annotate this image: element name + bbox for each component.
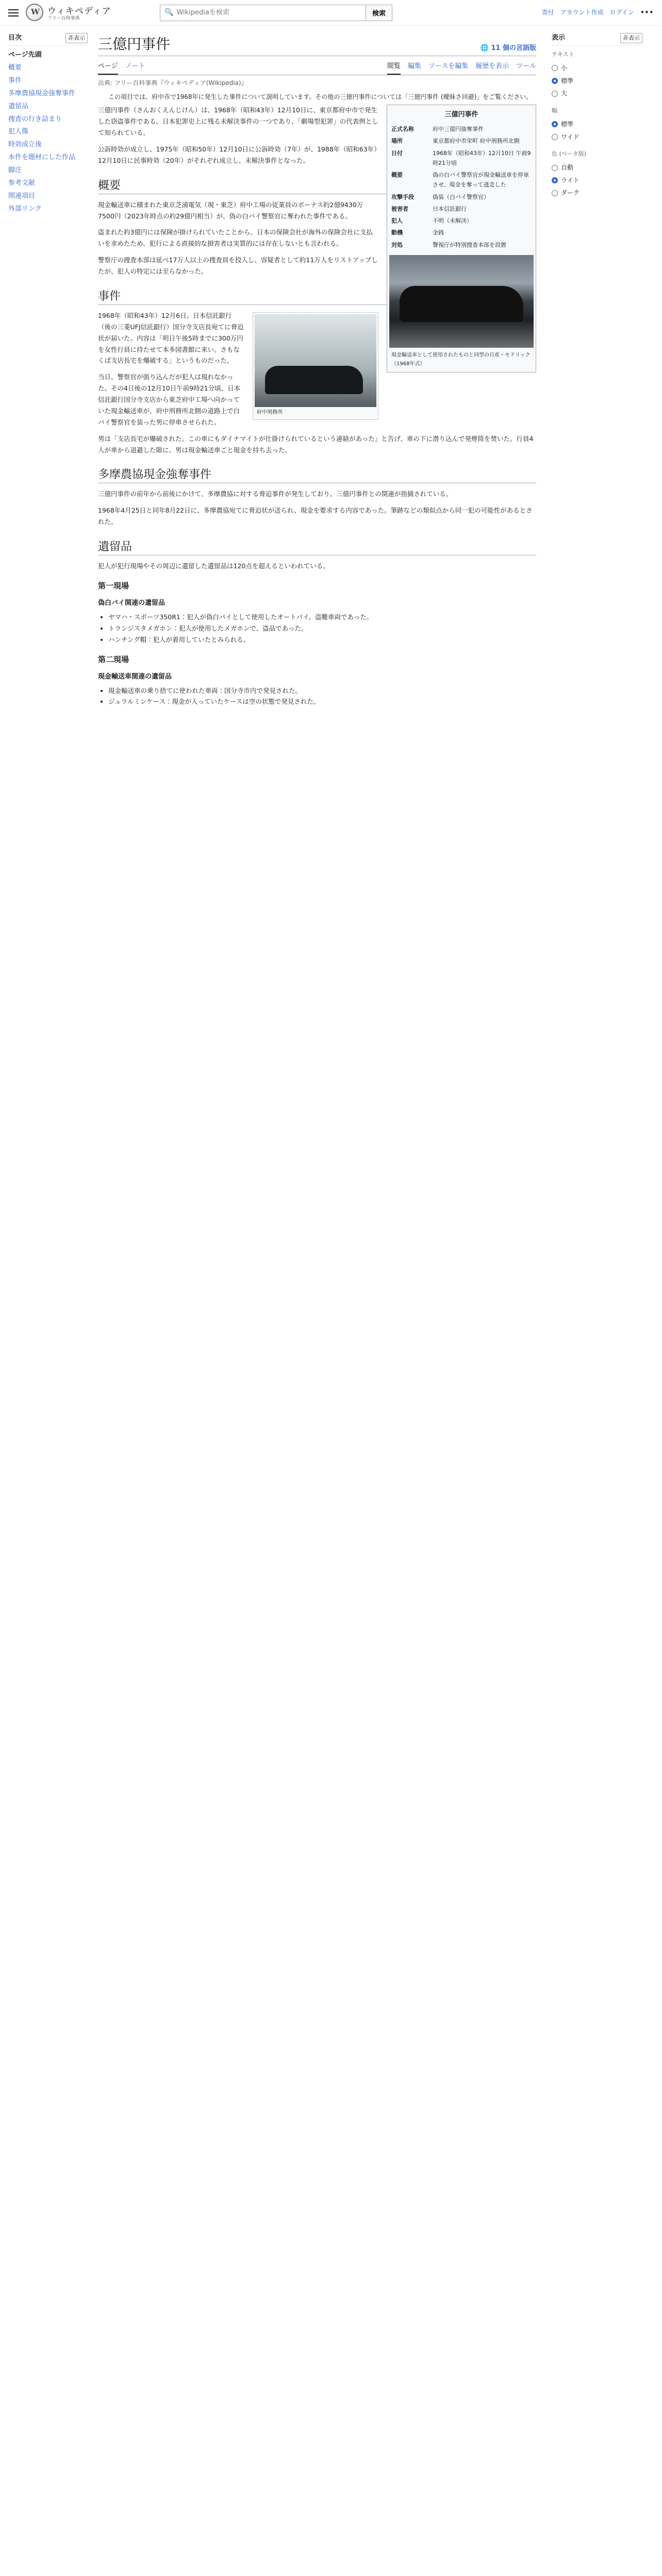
infobox-value: 偽の白バイ警察官が現金輸送車を停車させ、現金を奪って逃走した (433, 172, 529, 189)
toc-heading: 目次 (8, 34, 22, 42)
tab-0[interactable]: ページ (98, 58, 118, 75)
toc-item[interactable]: ページ先頭 (8, 51, 42, 59)
toc-item[interactable]: 関連項目 (8, 192, 36, 200)
text-size-option-label: 標準 (561, 77, 574, 84)
width-option-label: ワイド (561, 133, 580, 141)
section-heading: 事件 (98, 287, 536, 305)
header-link-0[interactable]: 寄付 (541, 9, 554, 16)
infobox-key: 概要 (391, 172, 403, 179)
width-option-label: 標準 (561, 121, 574, 128)
infobox-key: 被害者 (391, 205, 408, 212)
radio-icon[interactable] (552, 190, 558, 196)
section-paragraph: 現金輸送車に積まれた東京芝浦電気（現・東芝）府中工場の従業員のボーナス約2億9430万7500円（2023年時点の約29億円相当）が、偽の白バイ警察官に奪われた事件である。 (98, 200, 363, 220)
list-item: • トランジスタメガホン：犯人が使用したメガホンで、盗品であった。 (108, 623, 536, 634)
section-paragraph: 1968年（昭和43年）12月6日、日本信託銀行（後の三菱UFJ信託銀行）国分寺支店長宛てに脅迫状が届いた。内容は「明日午後5時までに300万円を女性行員に持たせて本多図書館に来い。さもなくば支店長宅を爆破する」というものだった。 (98, 311, 244, 365)
infobox-row (389, 191, 534, 203)
infobox-key: 正式名称 (391, 126, 414, 133)
appearance-hide-button[interactable]: 非表示 (620, 33, 642, 43)
top-header (0, 0, 662, 26)
infobox-value: 金銭 (433, 229, 444, 236)
list-item: • ヤマハ・スポーツ350R1：犯人が偽白バイとして使用したオートバイ。盗難車両であった。 (108, 612, 536, 623)
toc-item[interactable]: 脚注 (8, 166, 22, 175)
toc-sidebar (0, 26, 93, 711)
action-tab-4[interactable]: ツール (516, 62, 536, 70)
infobox-value: 東京都府中市栄町 府中刑務所北側 (433, 138, 520, 145)
header-link-1[interactable]: アカウント作成 (560, 9, 604, 16)
color-label: 色 (ベータ版) (552, 150, 587, 158)
action-tab-2[interactable]: ソースを編集 (428, 62, 469, 70)
infobox-title: 三億円事件 (444, 111, 478, 119)
section-paragraph: 1968年4月25日と同年8月22日に、多摩農協宛てに脅迫状が送られ、現金を要求する内容であった。筆跡などの類似点から同一犯の可能性があるとされた。 (98, 506, 533, 526)
wikipedia-logo[interactable] (26, 4, 155, 22)
list-item: • ハンチング帽：犯人が着用していたとみられる。 (108, 634, 536, 646)
search-button[interactable]: 検索 (366, 5, 392, 21)
width-option[interactable] (552, 131, 642, 144)
toc-item[interactable]: 時効成立後 (8, 141, 42, 149)
section-heading: 多摩農協現金強奪事件 (98, 466, 536, 483)
toc-item[interactable]: 遺留品 (8, 102, 29, 110)
infobox-row (389, 169, 534, 191)
toc-item[interactable]: 外部リンク (8, 205, 42, 213)
radio-icon[interactable] (552, 177, 558, 183)
text-size-option-label: 大 (561, 90, 568, 97)
evidence-list (98, 685, 536, 708)
infobox-row (389, 227, 534, 239)
site-title: ウィキペディア (47, 6, 111, 17)
lead-paragraph: 公訴時効が成立し、1975年（昭和50年）12月10日に公訴時効（7年）が、1988年（昭和63年）12月10日に民事時効（20年）がそれぞれ成立し、未解決事件となった。 (98, 145, 377, 164)
text-size-label: テキスト (552, 51, 574, 58)
infobox-row (389, 147, 534, 170)
hatnote: この項目では、府中市で1968年に発生した事件について説明しています。その他の三億円事件については「三億円事件 (曖昧さ回避)」をご覧ください。 (108, 93, 533, 100)
toc-hide-button[interactable]: 非表示 (65, 33, 88, 43)
infobox (387, 105, 536, 372)
action-tab-1[interactable]: 編集 (407, 62, 421, 70)
search-icon: 🔍 (164, 8, 174, 16)
infobox-key: 犯人 (391, 217, 403, 225)
text-size-option[interactable] (552, 62, 642, 75)
toc-item[interactable]: 概要 (8, 64, 22, 72)
list-item: • 現金輸送車の乗り捨てに使われた車両：国分寺市内で発見された。 (108, 685, 536, 697)
main-content (93, 26, 547, 711)
globe-icon (26, 4, 43, 21)
text-size-option[interactable] (552, 75, 642, 88)
radio-icon[interactable] (552, 65, 558, 71)
menu-icon[interactable] (8, 9, 19, 16)
infobox-key: 日付 (391, 149, 403, 157)
infobox-row (389, 135, 534, 147)
action-tab-3[interactable]: 履歴を表示 (475, 62, 509, 70)
action-tab-0[interactable]: 閲覧 (387, 58, 401, 75)
toc-item[interactable]: 多摩農協現金強奪事件 (8, 89, 76, 97)
radio-icon[interactable] (552, 78, 558, 84)
thumbnail-caption: 府中刑務所 (257, 409, 283, 415)
infobox-value: 不明（未解決） (433, 217, 472, 225)
list-item: • ジュラルミンケース：現金が入っていたケースは空の状態で発見された。 (108, 696, 536, 707)
color-option-label: 自動 (561, 164, 574, 172)
color-option[interactable] (552, 174, 642, 187)
infobox-key: 場所 (391, 138, 403, 145)
width-option[interactable] (552, 118, 642, 131)
infobox-value: 警視庁が特別捜査本部を設置 (433, 241, 506, 248)
language-button[interactable]: 🌐 11 個の言語版 (480, 44, 536, 52)
color-option[interactable] (552, 187, 642, 199)
evidence-list (98, 612, 536, 646)
section-heading: 遺留品 (98, 538, 536, 555)
subsubsection-heading: 偽白バイ関連の遺留品 (98, 599, 166, 607)
color-option[interactable] (552, 161, 642, 174)
infobox-value: 日本信託銀行 (433, 205, 467, 212)
infobox-key: 動機 (391, 229, 403, 236)
radio-icon[interactable] (552, 165, 558, 171)
infobox-row (389, 123, 534, 135)
subsubsection-heading: 現金輸送車関連の遺留品 (98, 672, 172, 681)
infobox-value: 府中三億円強奪事件 (433, 126, 484, 133)
appearance-heading: 表示 (552, 34, 566, 42)
page-tabs (98, 58, 536, 75)
toc-item[interactable]: 参考文献 (8, 179, 36, 188)
article-source: 出典: フリー百科事典『ウィキペディア(Wikipedia)』 (98, 79, 247, 87)
section-paragraph: 犯人が犯行現場やその周辺に遺留した遺留品は120点を超えるといわれている。 (98, 562, 329, 570)
article-body (98, 105, 536, 707)
toc-item[interactable]: 本件を題材にした作品 (8, 154, 76, 162)
infobox-row (389, 203, 534, 215)
header-links (542, 8, 654, 18)
search-form (160, 5, 392, 21)
radio-icon[interactable] (552, 91, 558, 97)
color-option-label: ダーク (561, 189, 580, 197)
infobox-key: 攻撃手段 (391, 193, 414, 200)
more-menu-icon[interactable]: ••• (640, 9, 654, 16)
tab-1[interactable]: ノート (125, 62, 145, 70)
page-title: 三億円事件 (98, 36, 171, 53)
site-subtitle: フリー百科事典 (47, 16, 80, 22)
toc-item[interactable]: 犯人像 (8, 128, 29, 136)
search-input[interactable] (176, 9, 366, 16)
color-option-label: ライト (561, 176, 580, 184)
infobox-key: 対処 (391, 241, 403, 248)
infobox-row (389, 239, 534, 251)
infobox-value: 1968年（昭和43年）12月10日 午前9時21分頃 (433, 149, 531, 166)
toc-item[interactable]: 事件 (8, 76, 22, 84)
infobox-image[interactable] (389, 255, 534, 348)
section-heading: 概要 (98, 177, 536, 194)
width-label: 幅 (552, 107, 557, 114)
header-link-2[interactable]: ログイン (609, 9, 634, 16)
lead-paragraph: 三億円事件（さんおくえんじけん）は、1968年（昭和43年）12月10日に、東京都府中市で発生した窃盗事件である。日本犯罪史上に残る未解決事件の一つであり、「劇場型犯罪」の代表例として知られている。 (98, 106, 378, 137)
subsection-heading: 第一現場 (98, 581, 129, 590)
subsection-heading: 第二現場 (98, 654, 129, 664)
thumbnail-image[interactable] (255, 314, 376, 407)
radio-icon[interactable] (552, 121, 558, 127)
text-size-option[interactable] (552, 87, 642, 100)
radio-icon[interactable] (552, 134, 558, 140)
appearance-panel (547, 26, 650, 711)
search-field[interactable] (160, 5, 366, 21)
section-paragraph: 盗まれた約3億円には保険が掛けられていたことから、日本の保険会社が海外の保険会社に支払いを求めたため、犯行による直接的な損害者は実質的には存在しないとも言われる。 (98, 228, 373, 248)
infobox-row (389, 215, 534, 227)
section-paragraph: 男は「支店長宅が爆破された。この車にもダイナマイトが仕掛けられているという連絡があった」と告げ、車の下に潜り込んで発煙筒を焚いた。行員4人が車から退避した隙に、男は現金輸送車ごと現金を持ち去った。 (98, 434, 534, 454)
infobox-value: 偽装（白バイ警察官） (433, 193, 489, 200)
thumbnail[interactable] (253, 312, 378, 420)
toc-item[interactable]: 捜査の行き詰まり (8, 115, 62, 123)
infobox-caption: 現金輸送車として使用されたものと同型の日産・セドリック（1968年式） (391, 352, 531, 367)
text-size-option-label: 小 (561, 64, 568, 72)
section-paragraph: 当日、警察官が張り込んだが犯人は現れなかった。その4日後の12月10日午前9時21分頃、日本信託銀行国分寺支店から東芝府中工場へ向かっていた現金輸送車が、府中刑務所北側の道路上で白バイ警察官を装った男に停車させられた。 (98, 373, 241, 426)
section-paragraph: 警察庁の捜査本部は延べ17万人以上の捜査員を投入し、容疑者として約11万人をリストアップしたが、犯人の特定には至らなかった。 (98, 256, 378, 276)
section-paragraph: 三億円事件の前年から前後にかけて、多摩農協に対する脅迫事件が発生しており、三億円事件との関連が指摘されている。 (98, 490, 453, 498)
